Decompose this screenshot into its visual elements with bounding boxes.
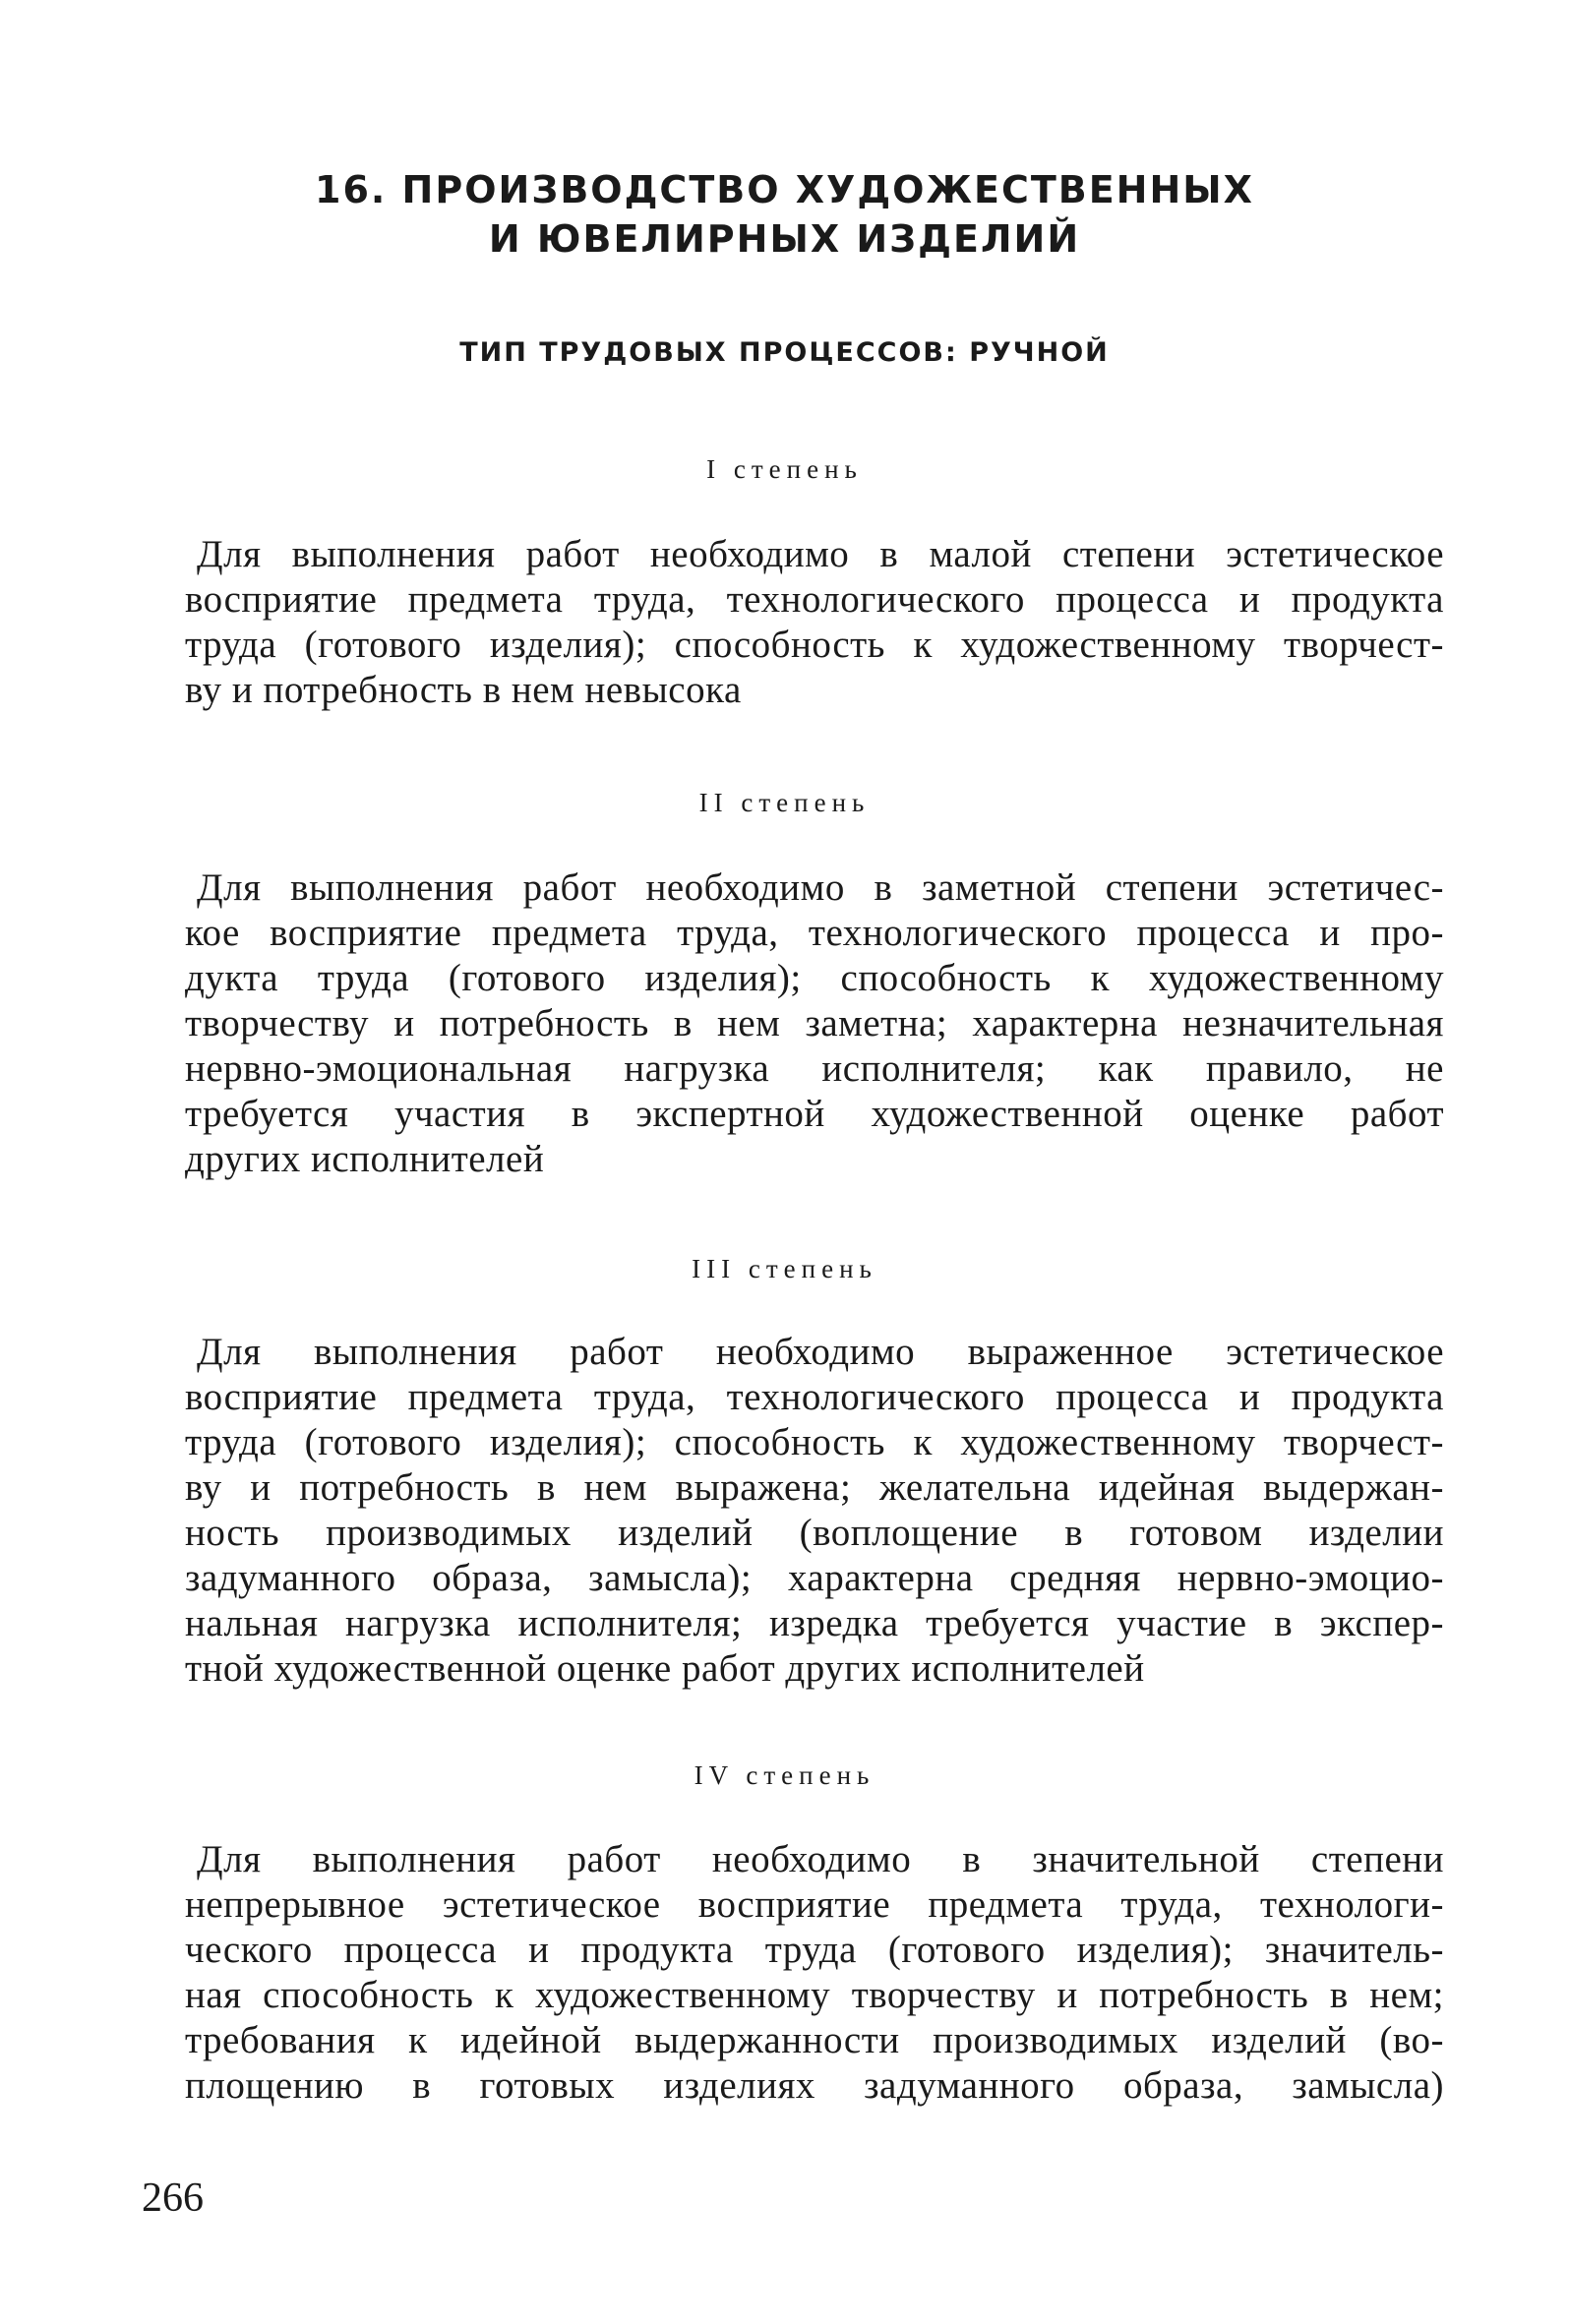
degree-heading-3: III степень: [692, 1254, 877, 1283]
paragraph-line: нальная нагрузка исполнителя; изредка требуется участие в экспер-: [185, 1602, 1444, 1644]
paragraph-line: ность производимых изделий (воплощение в готовом изделии: [185, 1512, 1444, 1554]
paragraph-line: Для выполнения работ необходимо в значительной степени: [197, 1838, 1444, 1880]
degree-heading-4: IV степень: [694, 1760, 875, 1790]
paragraph-line: ная способность к художественному творчеству и потребность в нем;: [185, 1974, 1444, 2016]
paragraph-line: труда (готового изделия); способность к художественному творчест-: [185, 624, 1444, 666]
degree-heading-2: II степень: [698, 788, 871, 817]
section-title: ТИП ТРУДОВЫХ ПРОЦЕССОВ: РУЧНОЙ: [459, 337, 1110, 368]
paragraph-line: требуется участия в экспертной художественной оценке работ: [185, 1093, 1444, 1135]
paragraph-line: нервно-эмоциональная нагрузка исполнителя; как правило, не: [185, 1047, 1444, 1090]
paragraph-line: дукта труда (готового изделия); способность к художественному: [185, 957, 1444, 999]
paragraph-line: задуманного образа, замысла); характерна средняя нервно-эмоцио-: [185, 1557, 1444, 1599]
degree-paragraph-1: [185, 532, 1444, 713]
page-number: 266: [142, 2175, 204, 2221]
paragraph-line: Для выполнения работ необходимо выраженное эстетическое: [197, 1331, 1444, 1373]
paragraph-line: площению в готовых изделиях задуманного образа, замысла): [185, 2064, 1444, 2107]
paragraph-line: других исполнителей: [185, 1138, 545, 1180]
paragraph-line: непрерывное эстетическое восприятие предмета труда, технологи-: [185, 1883, 1444, 1926]
degree-paragraph-2: [185, 865, 1444, 1182]
paragraph-line: ву и потребность в нем невысока: [185, 669, 742, 711]
paragraph-line: ву и потребность в нем выражена; желательна идейная выдержан-: [185, 1466, 1444, 1509]
paragraph-line: труда (готового изделия); способность к художественному творчест-: [185, 1421, 1444, 1463]
paragraph-line: творчеству и потребность в нем заметна; характерна незначительная: [185, 1002, 1444, 1044]
paragraph-line: восприятие предмета труда, технологического процесса и продукта: [185, 578, 1444, 621]
paragraph-line: восприятие предмета труда, технологического процесса и продукта: [185, 1376, 1444, 1418]
degree-paragraph-3: [185, 1330, 1444, 1692]
chapter-title-line-2: И ЮВЕЛИРНЫХ ИЗДЕЛИЙ: [488, 217, 1081, 261]
degree-paragraph-4: [185, 1837, 1444, 2109]
paragraph-line: Для выполнения работ необходимо в заметной степени эстетичес-: [197, 866, 1444, 909]
paragraph-line: Для выполнения работ необходимо в малой степени эстетическое: [197, 533, 1444, 575]
paragraph-line: требования к идейной выдержанности производимых изделий (во-: [185, 2019, 1444, 2061]
degree-heading-1: I степень: [706, 454, 863, 484]
chapter-title-line-1: 16. ПРОИЗВОДСТВО ХУДОЖЕСТВЕННЫХ: [315, 168, 1254, 211]
paragraph-line: тной художественной оценке работ других исполнителей: [185, 1647, 1145, 1690]
chapter-title: [0, 165, 1569, 264]
paragraph-line: ческого процесса и продукта труда (готового изделия); значитель-: [185, 1929, 1444, 1971]
paragraph-line: кое восприятие предмета труда, технологического процесса и про-: [185, 912, 1444, 954]
